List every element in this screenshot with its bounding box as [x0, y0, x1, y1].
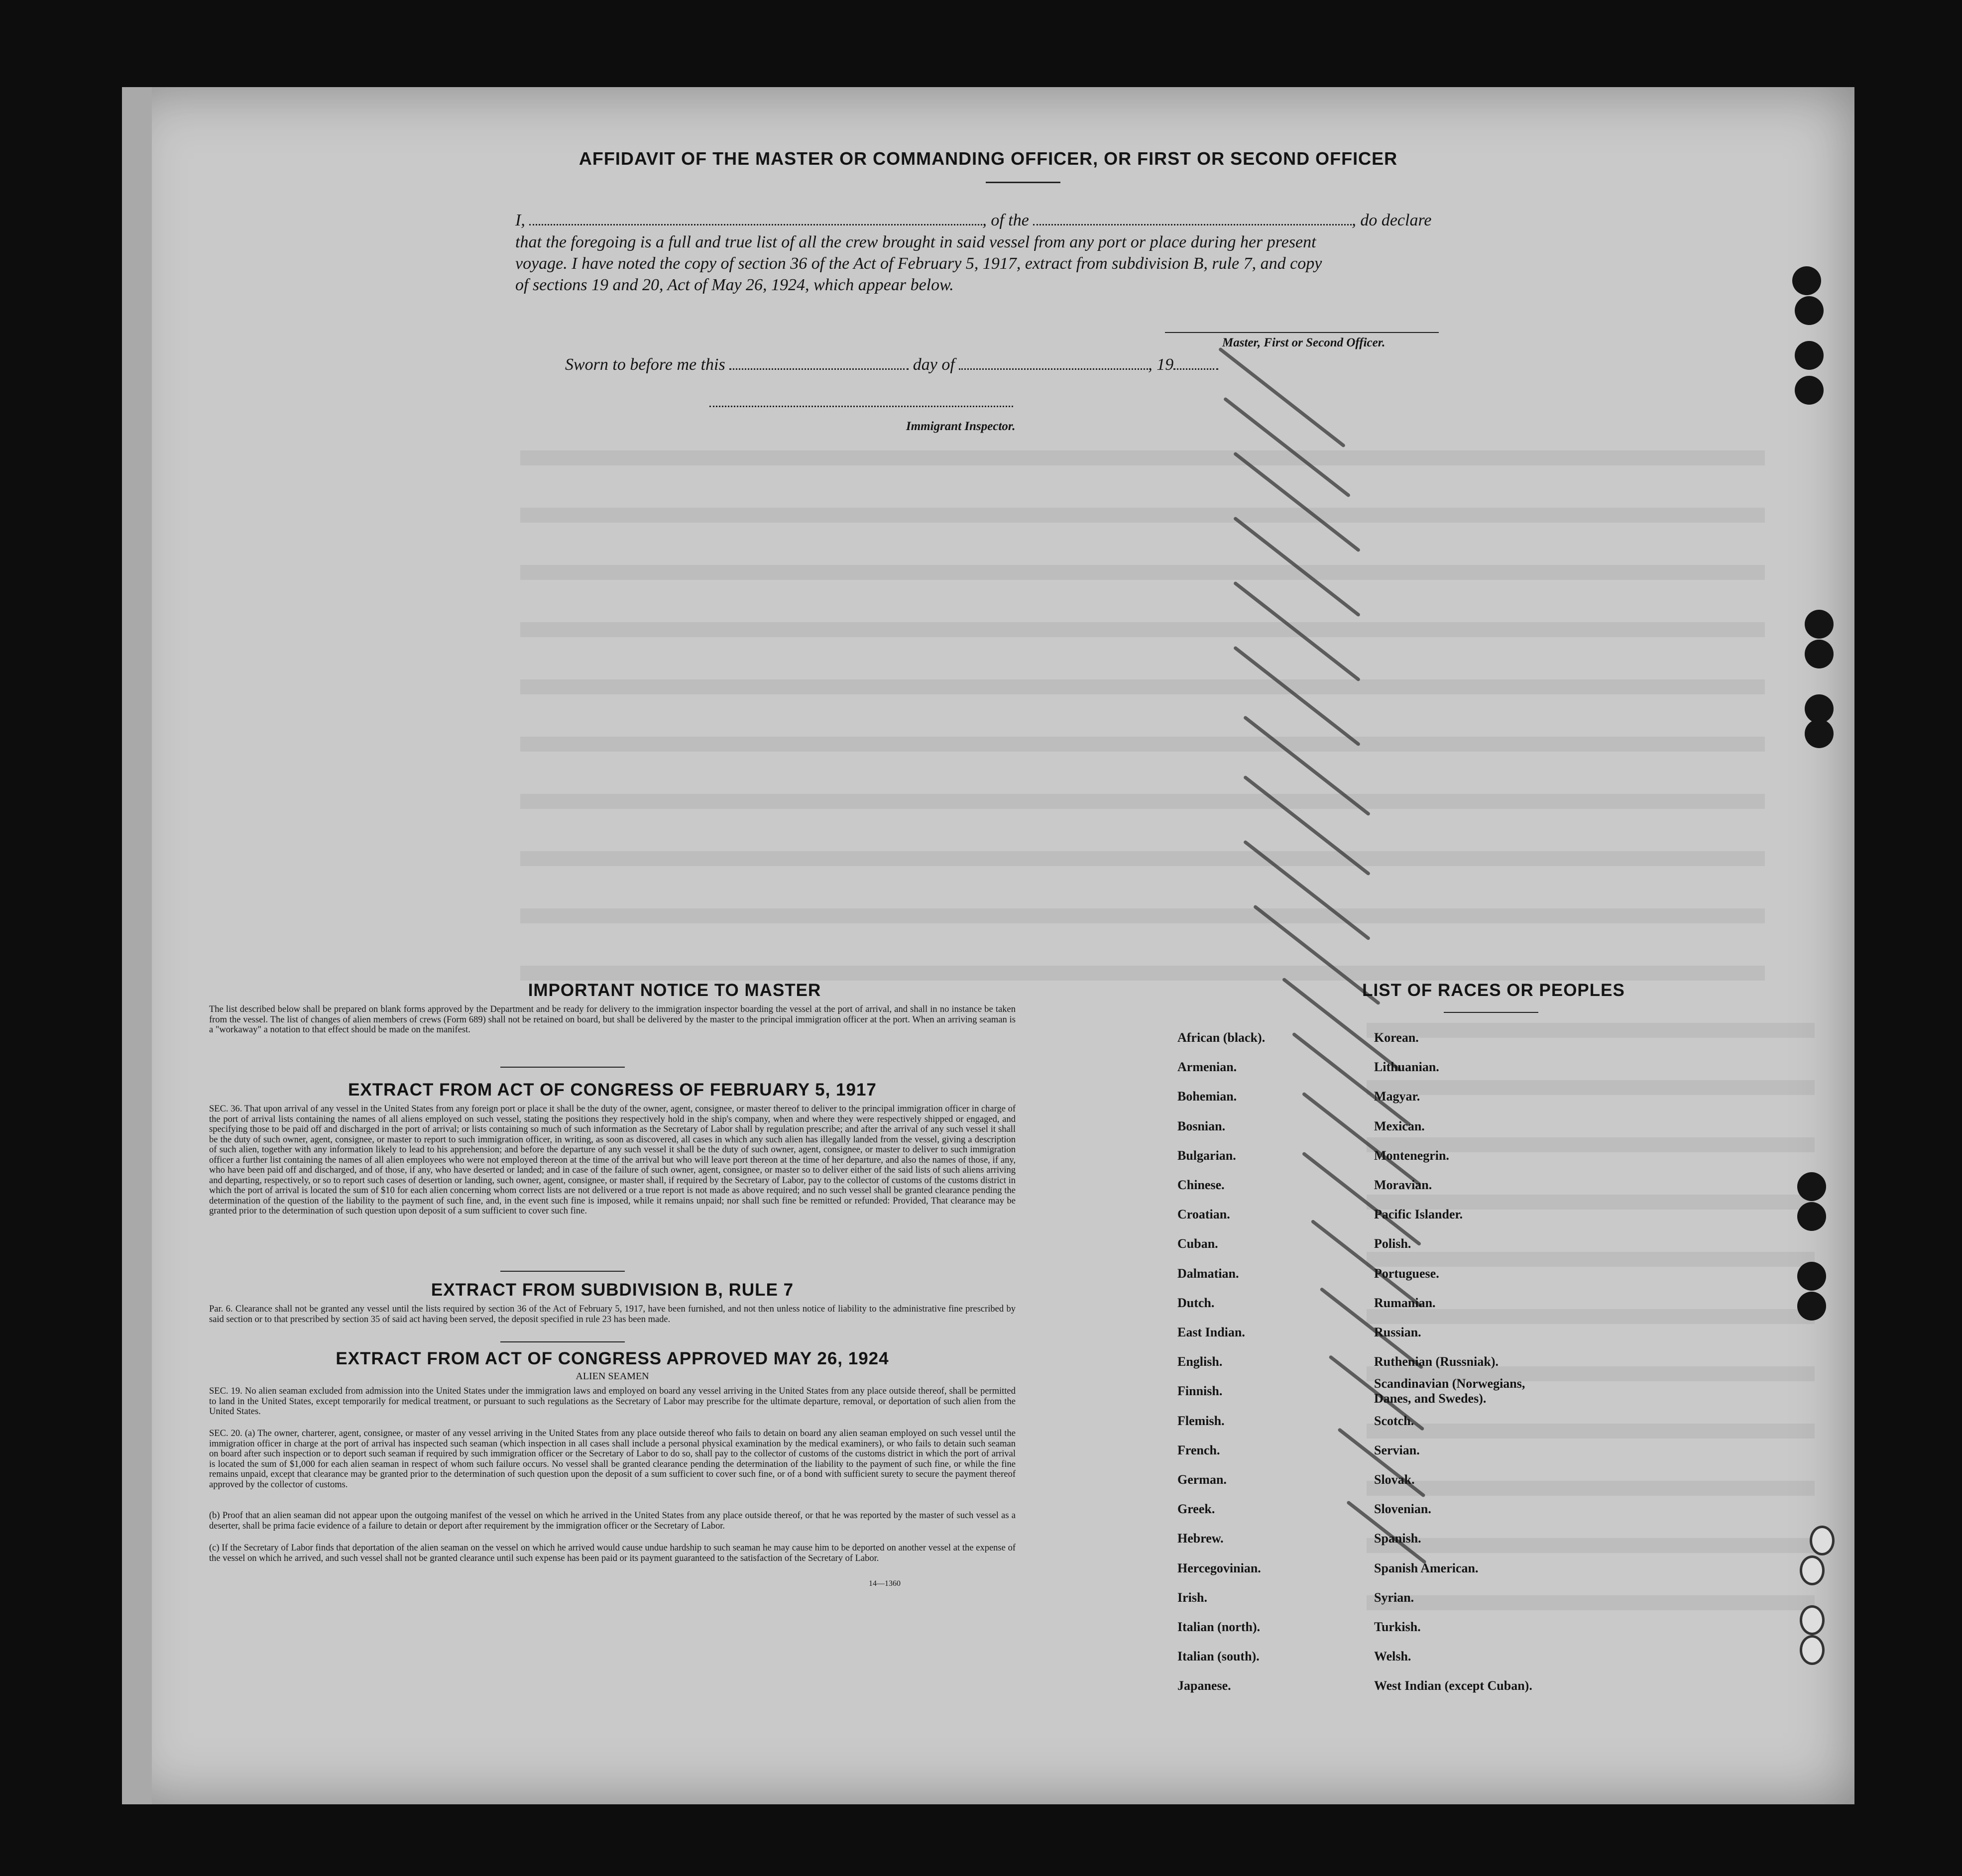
- vessel-name-field[interactable]: [1033, 209, 1352, 225]
- of-the-label: , of the: [982, 211, 1029, 229]
- day-of-label: day of: [913, 355, 955, 374]
- affidavit-line2: that the foregoing is a full and true list of all the crew brought in said vessel from any port or place during her present: [515, 233, 1316, 251]
- race-right-item: Turkish.: [1374, 1620, 1421, 1635]
- inspector-label: Immigrant Inspector.: [906, 420, 1016, 433]
- extract-1924-sec20c: (c) If the Secretary of Labor finds that deportation of the alien seaman on the vessel on which he arrived would cause undue hardship to such seaman he may cause him to be deported on another vessel at the expense of the vessel on which he arrived, and such vessel shall not be granted clearance until such expense has been paid or its payment guaranteed to the satisfaction of the Secretary of Labor.: [209, 1543, 1016, 1563]
- race-left-item: East Indian.: [1177, 1325, 1245, 1340]
- race-right-item: Scotch.: [1374, 1413, 1414, 1428]
- race-right-item: Scandinavian (Norwegians, Danes, and Swedes).: [1374, 1376, 1525, 1406]
- divider-1: [500, 1067, 625, 1068]
- sworn-day-field[interactable]: [729, 353, 909, 370]
- affidavit-line1: [515, 209, 1625, 231]
- extract-rule7-title: EXTRACT FROM SUBDIVISION B, RULE 7: [431, 1280, 794, 1300]
- race-right-item: Slovak.: [1374, 1472, 1415, 1487]
- race-left-item: Italian (south).: [1177, 1649, 1260, 1664]
- race-right-item: Slovenian.: [1374, 1502, 1431, 1517]
- race-left-item: Hercegovinian.: [1177, 1560, 1261, 1575]
- form-number: 14—1360: [869, 1579, 901, 1588]
- race-left-item: Armenian.: [1177, 1060, 1237, 1075]
- divider-2: [500, 1271, 625, 1272]
- race-right-item: Welsh.: [1374, 1649, 1411, 1664]
- affidavit-line3: voyage. I have noted the copy of section 36 of the Act of February 5, 1917, extract from subdivision B, rule 7, and copy: [515, 254, 1322, 273]
- notice-body: The list described below shall be prepared on blank forms approved by the Department and be ready for delivery to the immigration inspector boarding the vessel at the port of arrival, and shall in no instance be taken from the vessel. The list of changes of alien members of crews (Form 689) shall not be retained on board, but shall be delivered by the master to the principal immigration officer at the port. When an arriving seaman is a "workaway" a notation to that effect should be made on the manifest.: [209, 1004, 1016, 1035]
- inspector-signature-line[interactable]: [709, 406, 1013, 407]
- race-left-item: Cuban.: [1177, 1236, 1218, 1251]
- race-left-item: Finnish.: [1177, 1384, 1223, 1399]
- race-left-item: African (black).: [1177, 1030, 1266, 1045]
- master-signature-line[interactable]: [1165, 332, 1439, 333]
- race-right-item: Mexican.: [1374, 1118, 1425, 1133]
- race-right-item: Montenegrin.: [1374, 1148, 1449, 1163]
- sworn-label: Sworn to before me this: [565, 355, 725, 374]
- race-right-item: Ruthenian (Russniak).: [1374, 1354, 1499, 1369]
- race-right-item: Spanish.: [1374, 1531, 1421, 1546]
- race-left-item: German.: [1177, 1472, 1227, 1487]
- race-left-item: English.: [1177, 1354, 1223, 1369]
- race-left-item: Greek.: [1177, 1502, 1215, 1517]
- race-right-item: Korean.: [1374, 1030, 1419, 1045]
- sworn-line: [565, 353, 1411, 376]
- race-right-item: Pacific Islander.: [1374, 1207, 1463, 1222]
- extract-1924-sec19: SEC. 19. No alien seaman excluded from admission into the United States under the immigration laws and employed on board any vessel arriving in the United States from any place outside thereof, shall be permitted to land in the United States, except temporarily for medical treatment, or pursuant to such regulations as the Secretary of Labor may prescribe for the ultimate departure, removal, or deportation of such alien from the United States.: [209, 1386, 1016, 1417]
- title-underline: [986, 182, 1060, 183]
- extract-1924-subtitle: ALIEN SEAMEN: [576, 1371, 649, 1382]
- extract-1924-title: EXTRACT FROM ACT OF CONGRESS APPROVED MAY 26, 1924: [336, 1349, 889, 1368]
- race-left-item: Italian (north).: [1177, 1620, 1261, 1635]
- notice-title: IMPORTANT NOTICE TO MASTER: [528, 981, 821, 1000]
- left-margin-strip: [122, 87, 152, 1804]
- race-right-item: Magyar.: [1374, 1089, 1420, 1104]
- race-left-item: Dalmatian.: [1177, 1266, 1239, 1281]
- extract-1924-sec20b: (b) Proof that an alien seaman did not appear upon the outgoing manifest of the vessel on which he arrived in the United States from any place outside thereof, or that he was reported by the master of such vessel as a deserter, shall be prima facie evidence of a failure to detain or deport after requirement by the immigration officer or the Secretary of Labor.: [209, 1511, 1016, 1531]
- sworn-month-field[interactable]: [959, 353, 1148, 370]
- race-left-item: Irish.: [1177, 1590, 1207, 1605]
- race-right-item: Spanish American.: [1374, 1560, 1479, 1575]
- race-left-item: Bosnian.: [1177, 1118, 1226, 1133]
- race-right-item: Servian.: [1374, 1442, 1420, 1457]
- i-label: I,: [515, 211, 525, 229]
- race-left-item: Flemish.: [1177, 1413, 1225, 1428]
- declarant-name-field[interactable]: [529, 209, 982, 225]
- affidavit-line4: of sections 19 and 20, Act of May 26, 1924, which appear below.: [515, 276, 954, 294]
- sworn-year-field[interactable]: [1173, 353, 1218, 370]
- races-right-column: [1374, 1023, 1633, 1701]
- race-left-item: Bulgarian.: [1177, 1148, 1236, 1163]
- race-left-item: Hebrew.: [1177, 1531, 1224, 1546]
- race-right-item: Portuguese.: [1374, 1266, 1439, 1281]
- race-right-item: Russian.: [1374, 1325, 1421, 1340]
- form-sheet: [122, 87, 1854, 1804]
- extract-rule7-body: Par. 6. Clearance shall not be granted any vessel until the lists required by section 36 of the Act of February 5, 1917, have been furnished, and not then unless notice of liability to the administrative fine prescribed by said section or to that prescribed by section 35 of said act having been served, the deposit specified in rule 23 has been made.: [209, 1304, 1016, 1324]
- race-right-item: Moravian.: [1374, 1178, 1432, 1193]
- extract-1917-body: SEC. 36. That upon arrival of any vessel in the United States from any foreign port or place it shall be the duty of the owner, agent, consignee, or master thereof to deliver to the principal immigration officer in charge of the port of arrival lists containing the names of all aliens employed on such vessel, stating the positions they respectively hold in the ship's company, when and where they were respectively shipped or engaged, and specifying those to be paid off and discharged in the port of arrival; or lists containing so much of such information as the Secretary of Labor shall by regulation prescribe; and after the arrival of any such vessel it shall be the duty of such owner, agent, consignee, or master to report to such immigration officer, in writing, as soon as discovered, all cases in which any such alien has illegally landed from the vessel, giving a description of such alien, together with any information likely to lead to his apprehension; and before the departure of any such vessel it shall be the duty of such owner, agent, consignee, or master to deliver to such immigration officer a further list containing the names of all alien employees who were not employed thereon at the time of the arrival but who will leave port thereon at the time of her departure, and also the names of those, if any, who have been paid off and discharged, and of those, if any, who have deserted or landed; and in case of the failure of such owner, agent, consignee, or master so to deliver either of the said lists of such aliens arriving and departing, respectively, or so to report such cases of desertion or landing, such owner, agent, consignee, or master shall, if required by the Secretary of Labor, pay to the collector of customs of the customs district in which the port of arrival is located the sum of $10 for each alien concerning whom correct lists are not delivered or a true report is not made as above required; and no such vessel shall be granted clearance pending the determination of the question of the liability to the payment of such fine, and, in the event such fine is imposed, while it remains unpaid; nor shall such fine be remitted or refunded: Provided, That clearance may be granted prior to the determination of such question upon deposit of a sum sufficient to cover such fine.: [209, 1104, 1016, 1216]
- affidavit-title: AFFIDAVIT OF THE MASTER OR COMMANDING OFFICER, OR FIRST OR SECOND OFFICER: [578, 148, 1398, 169]
- races-title: LIST OF RACES OR PEOPLES: [1362, 981, 1625, 1000]
- extract-1917-title: EXTRACT FROM ACT OF CONGRESS OF FEBRUARY 5, 1917: [348, 1080, 877, 1100]
- race-right-item: Polish.: [1374, 1236, 1411, 1251]
- race-right-item: Rumanian.: [1374, 1295, 1436, 1310]
- race-left-item: French.: [1177, 1442, 1220, 1457]
- race-right-item: Lithuanian.: [1374, 1060, 1439, 1075]
- race-right-item: Syrian.: [1374, 1590, 1414, 1605]
- race-left-item: Chinese.: [1177, 1178, 1225, 1193]
- extract-1924-sec20a: SEC. 20. (a) The owner, charterer, agent, consignee, or master of any vessel arriving in the United States from any place outside thereof who fails to detain on board any alien seaman employed on such vessel until the immigration officer in charge at the port of arrival has inspected such seaman (which inspection in all cases shall include a personal physical examination by the medical examiners), or who fails to detain such seaman on board after such inspection or to deport such seaman if required by such immigration officer or the Secretary of Labor to do so, shall pay to the collector of customs of the customs district in which the port of arrival is located the sum of $1,000 for each alien seaman in respect of whom such failure occurs. No vessel shall be granted clearance pending the determination of the liability to the payment of such fine, or while the fine remains unpaid, except that clearance may be granted prior to the determination of such question upon the deposit of a sum sufficient to cover such fine, or of a bond with sufficient surety to secure the payment thereof approved by the collector of customs.: [209, 1429, 1016, 1490]
- race-left-item: Japanese.: [1177, 1678, 1231, 1693]
- race-left-item: Croatian.: [1177, 1207, 1230, 1222]
- race-left-item: Bohemian.: [1177, 1089, 1237, 1104]
- races-left-column: [1177, 1023, 1367, 1701]
- master-signature-label: Master, First or Second Officer.: [1222, 336, 1385, 349]
- race-right-item: West Indian (except Cuban).: [1374, 1678, 1532, 1693]
- do-declare-label: , do declare: [1352, 211, 1432, 229]
- race-left-item: Dutch.: [1177, 1295, 1215, 1310]
- races-title-underline: [1444, 1012, 1538, 1013]
- year-label: , 19: [1148, 355, 1174, 374]
- divider-3: [500, 1341, 625, 1342]
